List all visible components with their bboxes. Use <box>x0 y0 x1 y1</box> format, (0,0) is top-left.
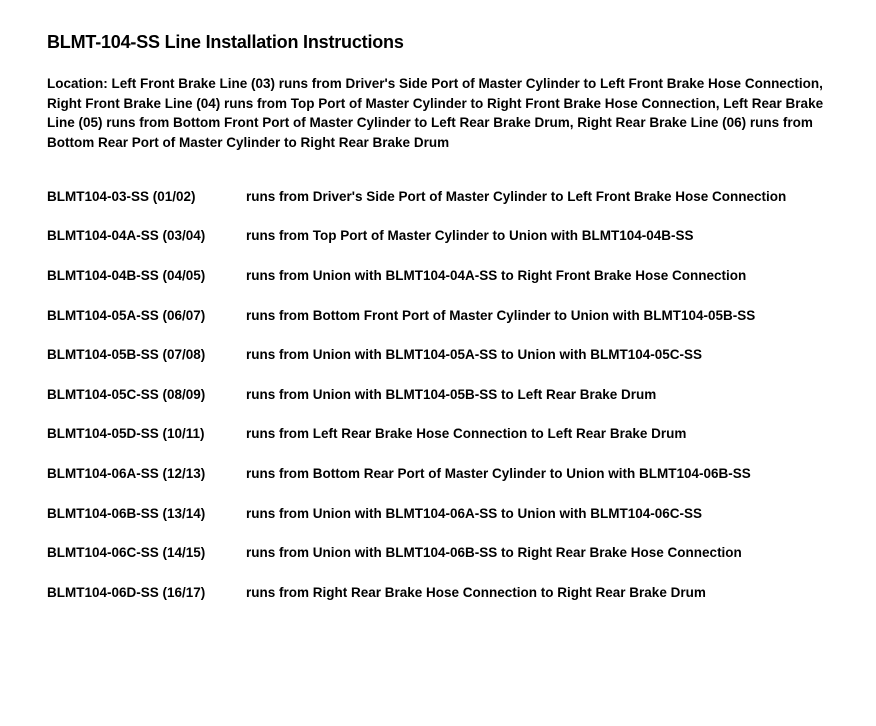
part-number: BLMT104-04A-SS (03/04) <box>47 228 206 244</box>
brake-line-row <box>47 307 847 347</box>
line-route: runs from Right Rear Brake Hose Connection to Right Rear Brake Drum <box>246 584 706 600</box>
brake-line-row <box>47 386 847 426</box>
part-number: BLMT104-05B-SS (07/08) <box>47 347 206 363</box>
part-number: BLMT104-03-SS (01/02) <box>47 188 196 204</box>
brake-line-row <box>47 505 847 545</box>
brake-line-row <box>47 544 847 584</box>
brake-line-list <box>47 188 847 624</box>
line-route: runs from Union with BLMT104-05A-SS to Union with BLMT104-05C-SS <box>246 347 703 363</box>
document-title: BLMT-104-SS Line Installation Instructions <box>47 32 404 52</box>
line-route: runs from Union with BLMT104-06A-SS to Union with BLMT104-06C-SS <box>246 505 703 521</box>
brake-line-row <box>47 425 847 465</box>
brake-line-row <box>47 346 847 386</box>
part-number: BLMT104-06C-SS (14/15) <box>47 545 206 561</box>
part-number: BLMT104-05A-SS (06/07) <box>47 307 206 323</box>
line-route: runs from Union with BLMT104-06B-SS to Right Rear Brake Hose Connection <box>246 545 742 561</box>
line-route: runs from Top Port of Master Cylinder to Union with BLMT104-04B-SS <box>246 228 694 244</box>
brake-line-row <box>47 267 847 307</box>
brake-line-row <box>47 188 847 228</box>
location-paragraph: Location: Left Front Brake Line (03) runs from Driver's Side Port of Master Cylinder to Left Front Brake Hose Connection, Right Front Brake Line (04) runs from Top Port of Master Cylinder to Right Front Brake Hose Connection, Left Rear Brake Line (05) runs from Bottom Front Port of Master Cylinder to Left Rear Brake Drum, Right Rear Brake Line (06) runs from Bottom Rear Port of Master Cylinder to Right Rear Brake Drum <box>47 76 824 151</box>
document-page <box>47 30 847 623</box>
line-route: runs from Driver's Side Port of Master Cylinder to Left Front Brake Hose Connection <box>246 188 787 204</box>
line-route: runs from Bottom Front Port of Master Cylinder to Union with BLMT104-05B-SS <box>246 307 756 323</box>
line-route: runs from Bottom Rear Port of Master Cylinder to Union with BLMT104-06B-SS <box>246 465 751 481</box>
line-route: runs from Left Rear Brake Hose Connection to Left Rear Brake Drum <box>246 426 687 442</box>
brake-line-row <box>47 465 847 505</box>
part-number: BLMT104-05D-SS (10/11) <box>47 426 205 442</box>
line-route: runs from Union with BLMT104-04A-SS to Right Front Brake Hose Connection <box>246 268 747 283</box>
part-number: BLMT104-05C-SS (08/09) <box>47 386 206 402</box>
part-number: BLMT104-06A-SS (12/13) <box>47 465 206 481</box>
part-number: BLMT104-06B-SS (13/14) <box>47 505 206 521</box>
part-number: BLMT104-06D-SS (16/17) <box>47 584 206 600</box>
part-number: BLMT104-04B-SS (04/05) <box>47 268 206 283</box>
line-route: runs from Union with BLMT104-05B-SS to Left Rear Brake Drum <box>246 386 657 402</box>
brake-line-row <box>47 227 847 267</box>
brake-line-row <box>47 584 847 624</box>
